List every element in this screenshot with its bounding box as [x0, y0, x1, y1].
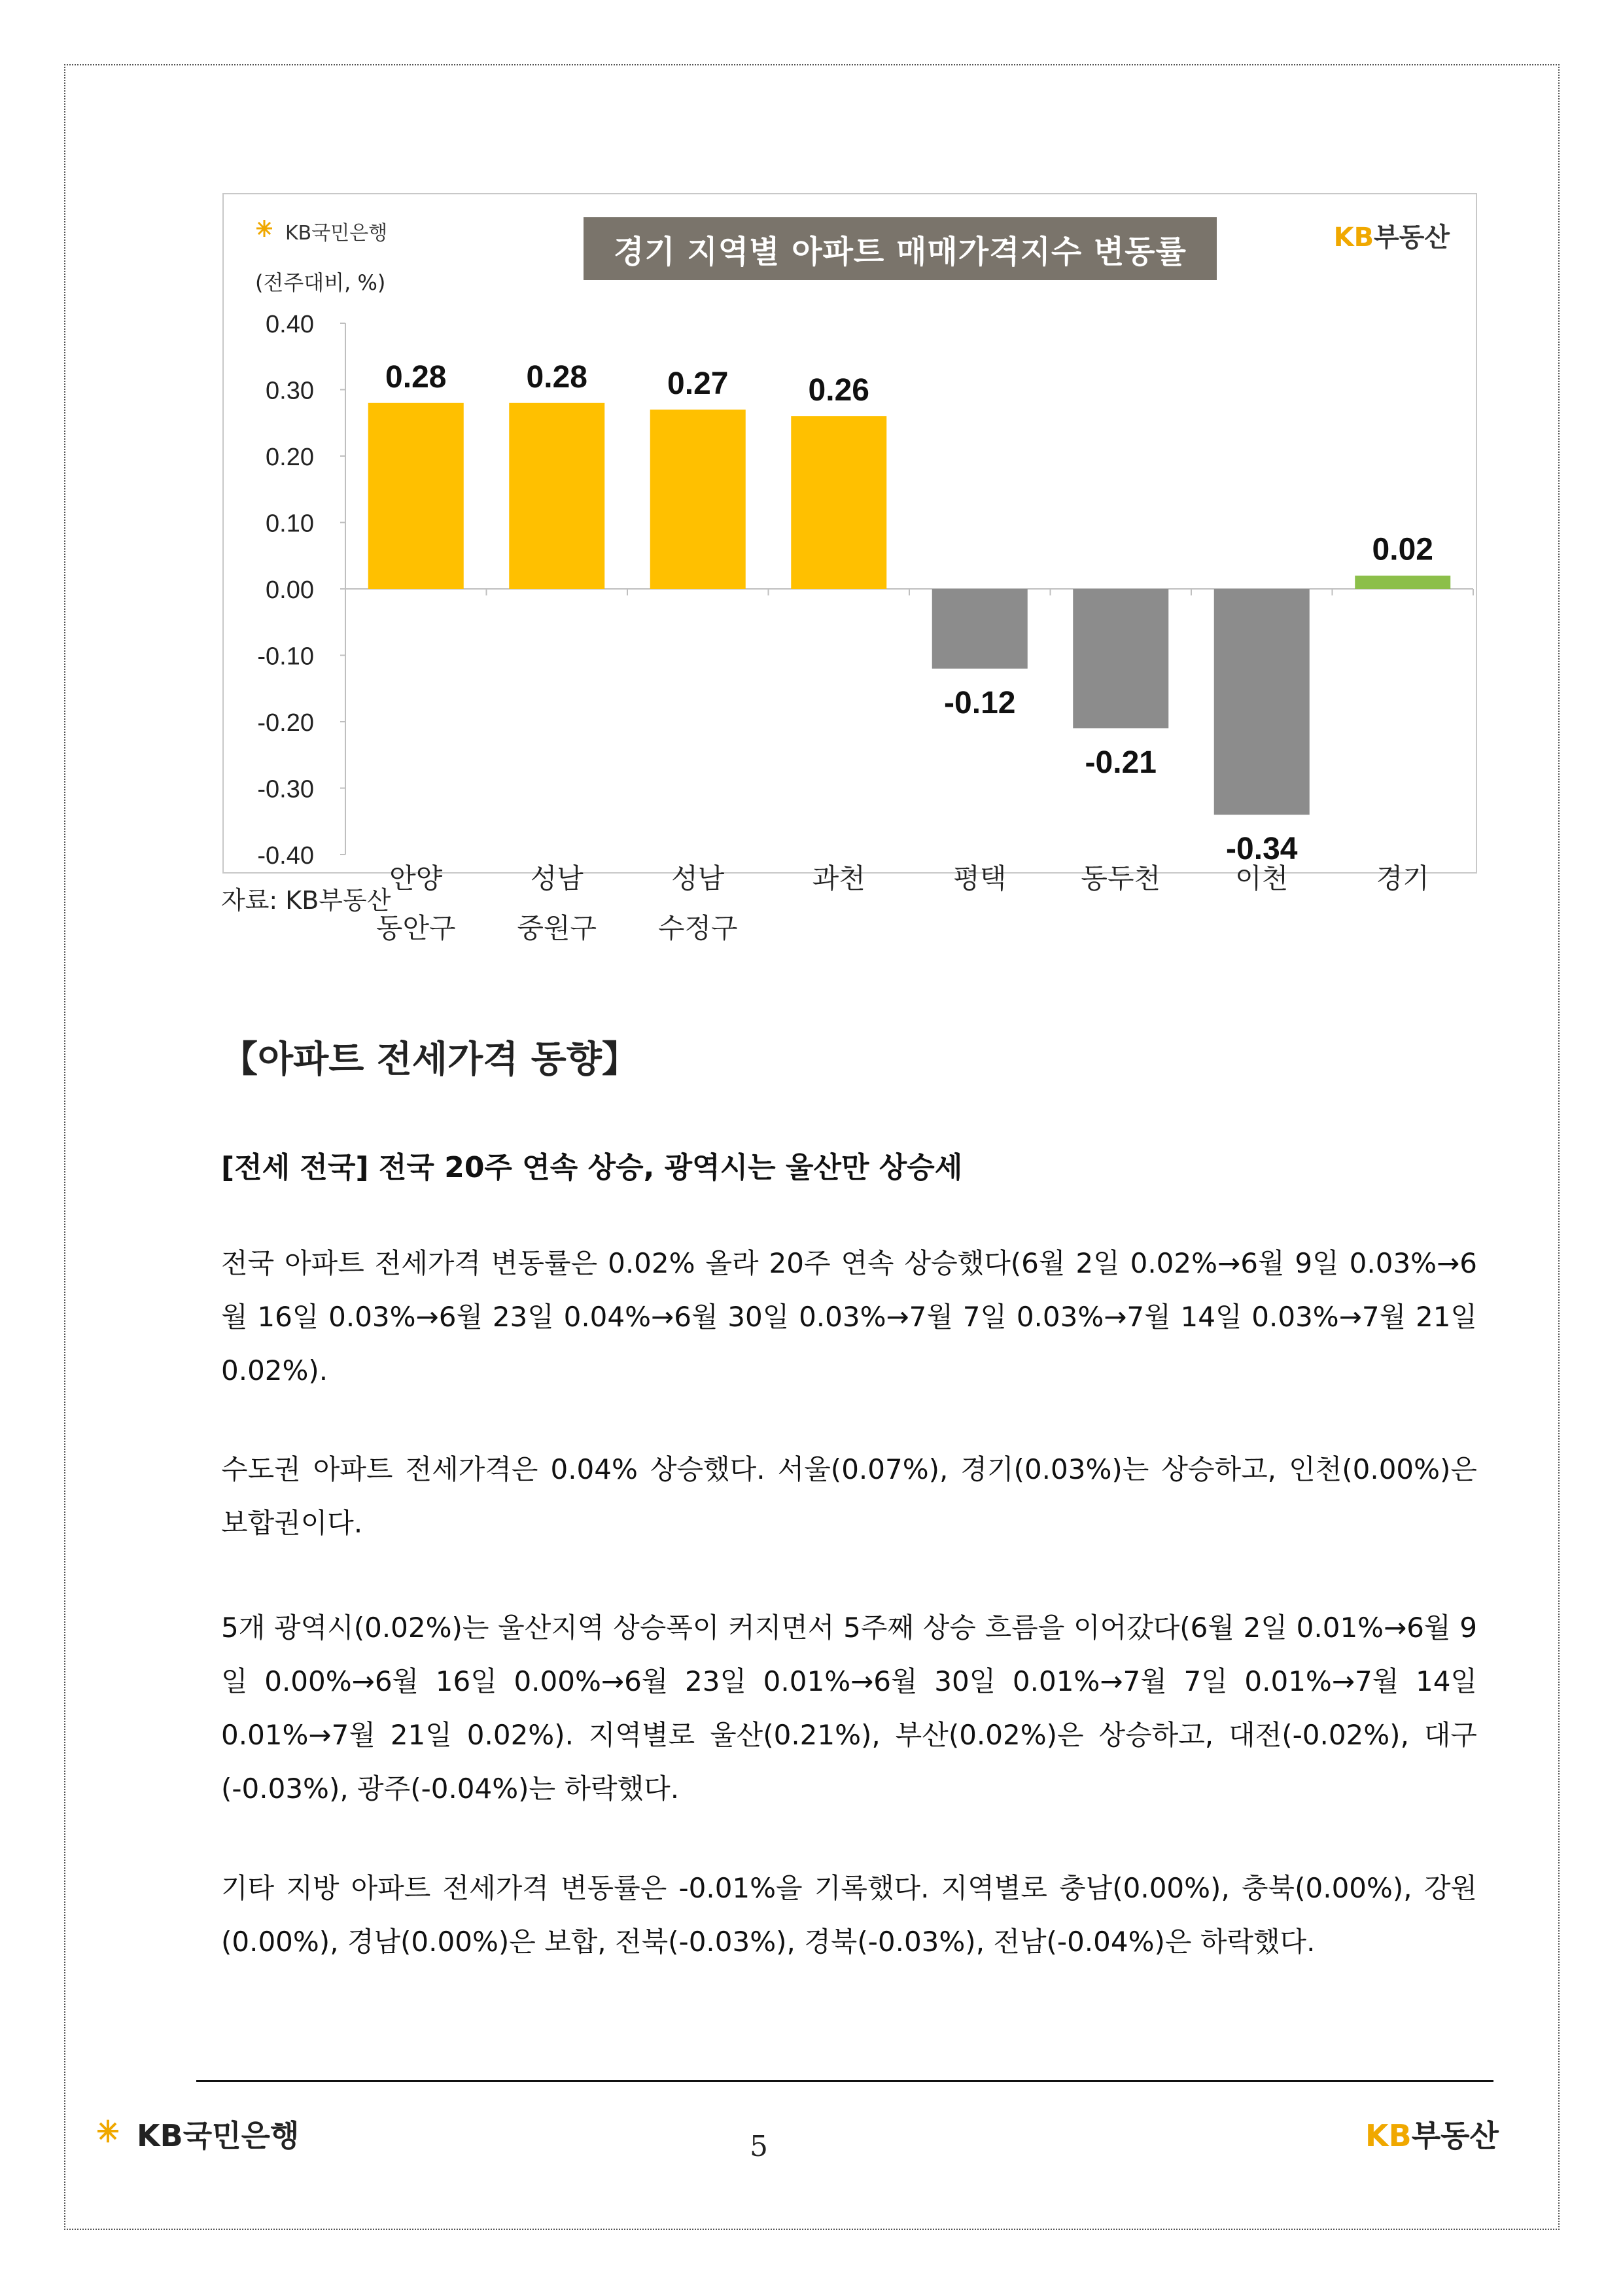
bar	[932, 589, 1028, 669]
x-category-label: 과천	[812, 862, 865, 894]
y-tick-label: 0.10	[266, 510, 314, 538]
footer-logo-right-kb: KB	[1365, 2118, 1412, 2153]
x-category-label: 중원구	[517, 912, 597, 944]
paragraph-national: 전국 아파트 전세가격 변동률은 0.02% 올라 20주 연속 상승했다(6월 2일 0.02%→6월 9일 0.03%→6월 16일 0.03%→6월 23일 0.04%→6월 30일 0.03%→7월 7일 0.03%→7월 14일 0.03%→7월 21일 0.02%).	[221, 1247, 1477, 1386]
footer-logo-kb-bank	[95, 2112, 299, 2155]
bar	[368, 403, 464, 589]
bar-data-label: 0.27	[667, 366, 729, 401]
chart-logo-kb-realestate	[1334, 217, 1450, 254]
chart-logo-left-text: KB국민은행	[285, 222, 388, 245]
kb-star-icon	[95, 2116, 131, 2151]
bar	[1073, 589, 1168, 728]
page-number: 5	[750, 2130, 768, 2163]
y-tick-label: -0.20	[257, 709, 314, 737]
y-tick-label: 0.00	[266, 576, 314, 604]
section-heading: 【아파트 전세가격 동향】	[221, 1038, 638, 1081]
y-tick-label: 0.40	[266, 311, 314, 338]
x-category-label: 동안구	[375, 912, 456, 944]
bar	[1355, 576, 1450, 589]
x-category-label: 수정구	[657, 912, 738, 944]
bar	[1214, 589, 1310, 815]
chart-logo-right-kb: KB	[1333, 222, 1374, 253]
x-category-label: 이천	[1235, 862, 1289, 894]
x-category-label: 성남	[530, 862, 584, 894]
footer-rule	[196, 2080, 1493, 2082]
bar-data-label: 0.28	[526, 359, 587, 395]
bar-data-label: -0.21	[1085, 745, 1157, 781]
chart-logo-right-text: 부동산	[1374, 222, 1450, 253]
footer-logo-right-text: 부동산	[1411, 2118, 1499, 2153]
bar	[509, 403, 604, 589]
x-category-label: 안양	[389, 862, 443, 894]
footer-logo-left-text: KB국민은행	[137, 2118, 300, 2153]
x-category-label: 평택	[953, 862, 1007, 894]
bar-data-label: 0.02	[1372, 532, 1433, 567]
chart-unit-label: (전주대비, %)	[255, 270, 386, 295]
chart-title: 경기 지역별 아파트 매매가격지수 변동률	[584, 217, 1217, 280]
x-category-label: 경기	[1376, 862, 1429, 894]
y-tick-label: -0.10	[257, 643, 314, 671]
bar-data-label: -0.34	[1226, 832, 1298, 867]
y-tick-label: 0.20	[266, 444, 314, 471]
bar-data-label: -0.12	[944, 685, 1016, 720]
x-category-label: 성남	[671, 862, 725, 894]
x-category-label: 동두천	[1081, 862, 1161, 894]
paragraph-other-regions: 기타 지방 아파트 전세가격 변동률은 -0.01%을 기록했다. 지역별로 충남(0.00%), 충북(0.00%), 강원(0.00%), 경남(0.00%)은 보합, 전북(-0.03%), 경북(-0.03%), 전남(-0.04%)은 하락했다.	[221, 1872, 1477, 1958]
chart-logo-kb-bank	[255, 217, 387, 245]
y-tick-label: -0.30	[257, 775, 314, 804]
bar	[791, 416, 886, 589]
paragraph-capital-area: 수도권 아파트 전세가격은 0.04% 상승했다. 서울(0.07%), 경기(0.03%)는 상승하고, 인천(0.00%)은 보합권이다.	[221, 1453, 1477, 1539]
bar	[650, 410, 746, 589]
footer-logo-kb-realestate	[1365, 2112, 1499, 2155]
bar-data-label: 0.28	[385, 359, 447, 395]
bar-data-label: 0.26	[808, 373, 869, 408]
paragraph-metro-cities: 5개 광역시(0.02%)는 울산지역 상승폭이 커지면서 5주째 상승 흐름을 이어갔다(6월 2일 0.01%→6월 9일 0.00%→6월 16일 0.00%→6월 23일 0.01%→6월 30일 0.01%→7월 7일 0.01%→7월 14일 0.01%→7월 21일 0.02%). 지역별로 울산(0.21%), 부산(0.02%)은 상승하고, 대전(-0.02%), 대구(-0.03%), 광주(-0.04%)는 하락했다.	[221, 1612, 1477, 1805]
y-tick-label: -0.40	[257, 842, 314, 870]
kb-star-icon	[255, 219, 281, 243]
sub-heading: [전세 전국] 전국 20주 연속 상승, 광역시는 울산만 상승세	[221, 1151, 963, 1184]
chart-source: 자료: KB부동산	[221, 886, 391, 915]
y-tick-label: 0.30	[266, 377, 314, 405]
